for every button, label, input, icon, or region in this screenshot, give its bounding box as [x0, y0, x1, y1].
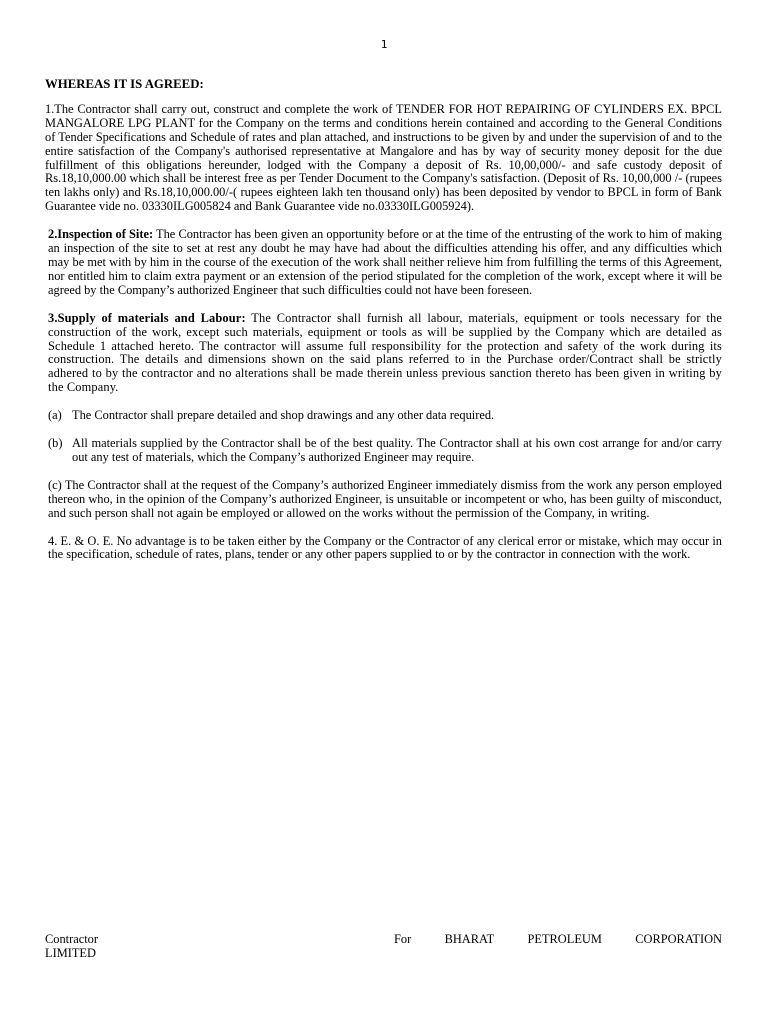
page-number: 1	[380, 38, 388, 51]
sub-clause-a-text: The Contractor shall prepare detailed and shop drawings and any other data required.	[72, 408, 495, 423]
sub-clause-b-text: All materials supplied by the Contractor shall be of the best quality. The Contractor shall at his own cost arrange for and/or carry out any test of materials, which the Company’s authorized Engineer may require.	[72, 436, 722, 464]
signature-footer	[45, 932, 722, 960]
company-word-4: CORPORATION	[635, 932, 722, 946]
sub-clause-b	[45, 437, 722, 465]
sub-clause-c: (c) The Contractor shall at the request of the Company’s authorized Engineer immediately dismiss from the work any person employed thereon who, in the opinion of the Company’s authorized Engineer, is unsuitable or incompetent or who, has been guilty of misconduct, and such person shall not again be employed or allowed on the works without the permission of the Company, in writing.	[48, 477, 722, 520]
clause-2	[45, 228, 722, 298]
sub-clause-a-label: (a)	[48, 408, 62, 423]
company-word-3: PETROLEUM	[527, 932, 602, 946]
clause-3-title: 3.Supply of materials and Labour:	[48, 310, 246, 325]
section-heading: WHEREAS IT IS AGREED:	[45, 77, 204, 91]
clause-1: 1.The Contractor shall carry out, construct and complete the work of TENDER FOR HOT REPAIRING OF CYLINDERS EX. BPCL MANGALORE LPG PLANT for the Company on the terms and conditions herein contained and according to the General Conditions of Tender Specifications and Schedule of rates and plan attached, and instructions to be given by and under the supervision of and to the entire satisfaction of the Company's authorised representative at Mangalore and has by way of security money deposit for the due fulfillment of this obligations hereunder, lodged with the Company a deposit of Rs. 10,00,000/- and safe custody deposit of Rs.18,10,000.00 which shall be interest free as per Tender Document to the Company's satisfaction. (Deposit of Rs. 10,00,000 /- (rupees ten lakhs only) and Rs.18,10,000.00/-( rupees eighteen lakh ten thousand only) has been deposited by vendor to BPCL in form of Bank Guarantee vide no. 03330ILG005824 and Bank Guarantee vide no.03330ILG005924).	[45, 101, 722, 214]
company-signature-label	[394, 932, 722, 946]
clause-3	[45, 312, 722, 395]
sub-clause-a	[45, 409, 722, 423]
company-word-1: For	[394, 932, 412, 946]
company-word-2: BHARAT	[444, 932, 495, 946]
clause-2-text: The Contractor has been given an opportunity before or at the time of the entrusting of the work to him of making an inspection of the site to set at rest any doubt he may have had about the difficulties attending his offer, and any difficulties which may be met with by him in the course of the execution of the work shall neither relieve him from fulfilling the terms of this Agreement, nor entitled him to claim extra payment or an extension of the period stipulated for the completion of the work, except where it will be agreed by the Company’s authorized Engineer that such difficulties could not have been foreseen.	[48, 227, 723, 297]
clause-2-title: 2.Inspection of Site:	[48, 227, 154, 242]
agreement-body	[45, 78, 722, 576]
sub-clause-b-label: (b)	[48, 436, 63, 451]
company-name-continuation: LIMITED	[45, 946, 96, 960]
clause-4: 4. E. & O. E. No advantage is to be taken either by the Company or the Contractor of any clerical error or mistake, which may occur in the specification, schedule of rates, plans, tender or any other papers supplied to or by the contractor in connection with the work.	[48, 533, 722, 562]
clause-3-text: The Contractor shall furnish all labour, materials, equipment or tools necessary for the construction of the work, except such materials, equipment or tools as will be supplied by the Company which are detailed as Schedule 1 attached hereto. The contractor will assume full responsibility for the protection and safety of the work during its construction. The details and dimensions shown on the said plans referred to in the Purchase order/Contract shall be strictly adhered to by the contractor and no alterations shall be made therein unless previous sanction thereto has been given in writing by the Company.	[48, 310, 722, 395]
contractor-signature-label: Contractor	[45, 932, 98, 946]
